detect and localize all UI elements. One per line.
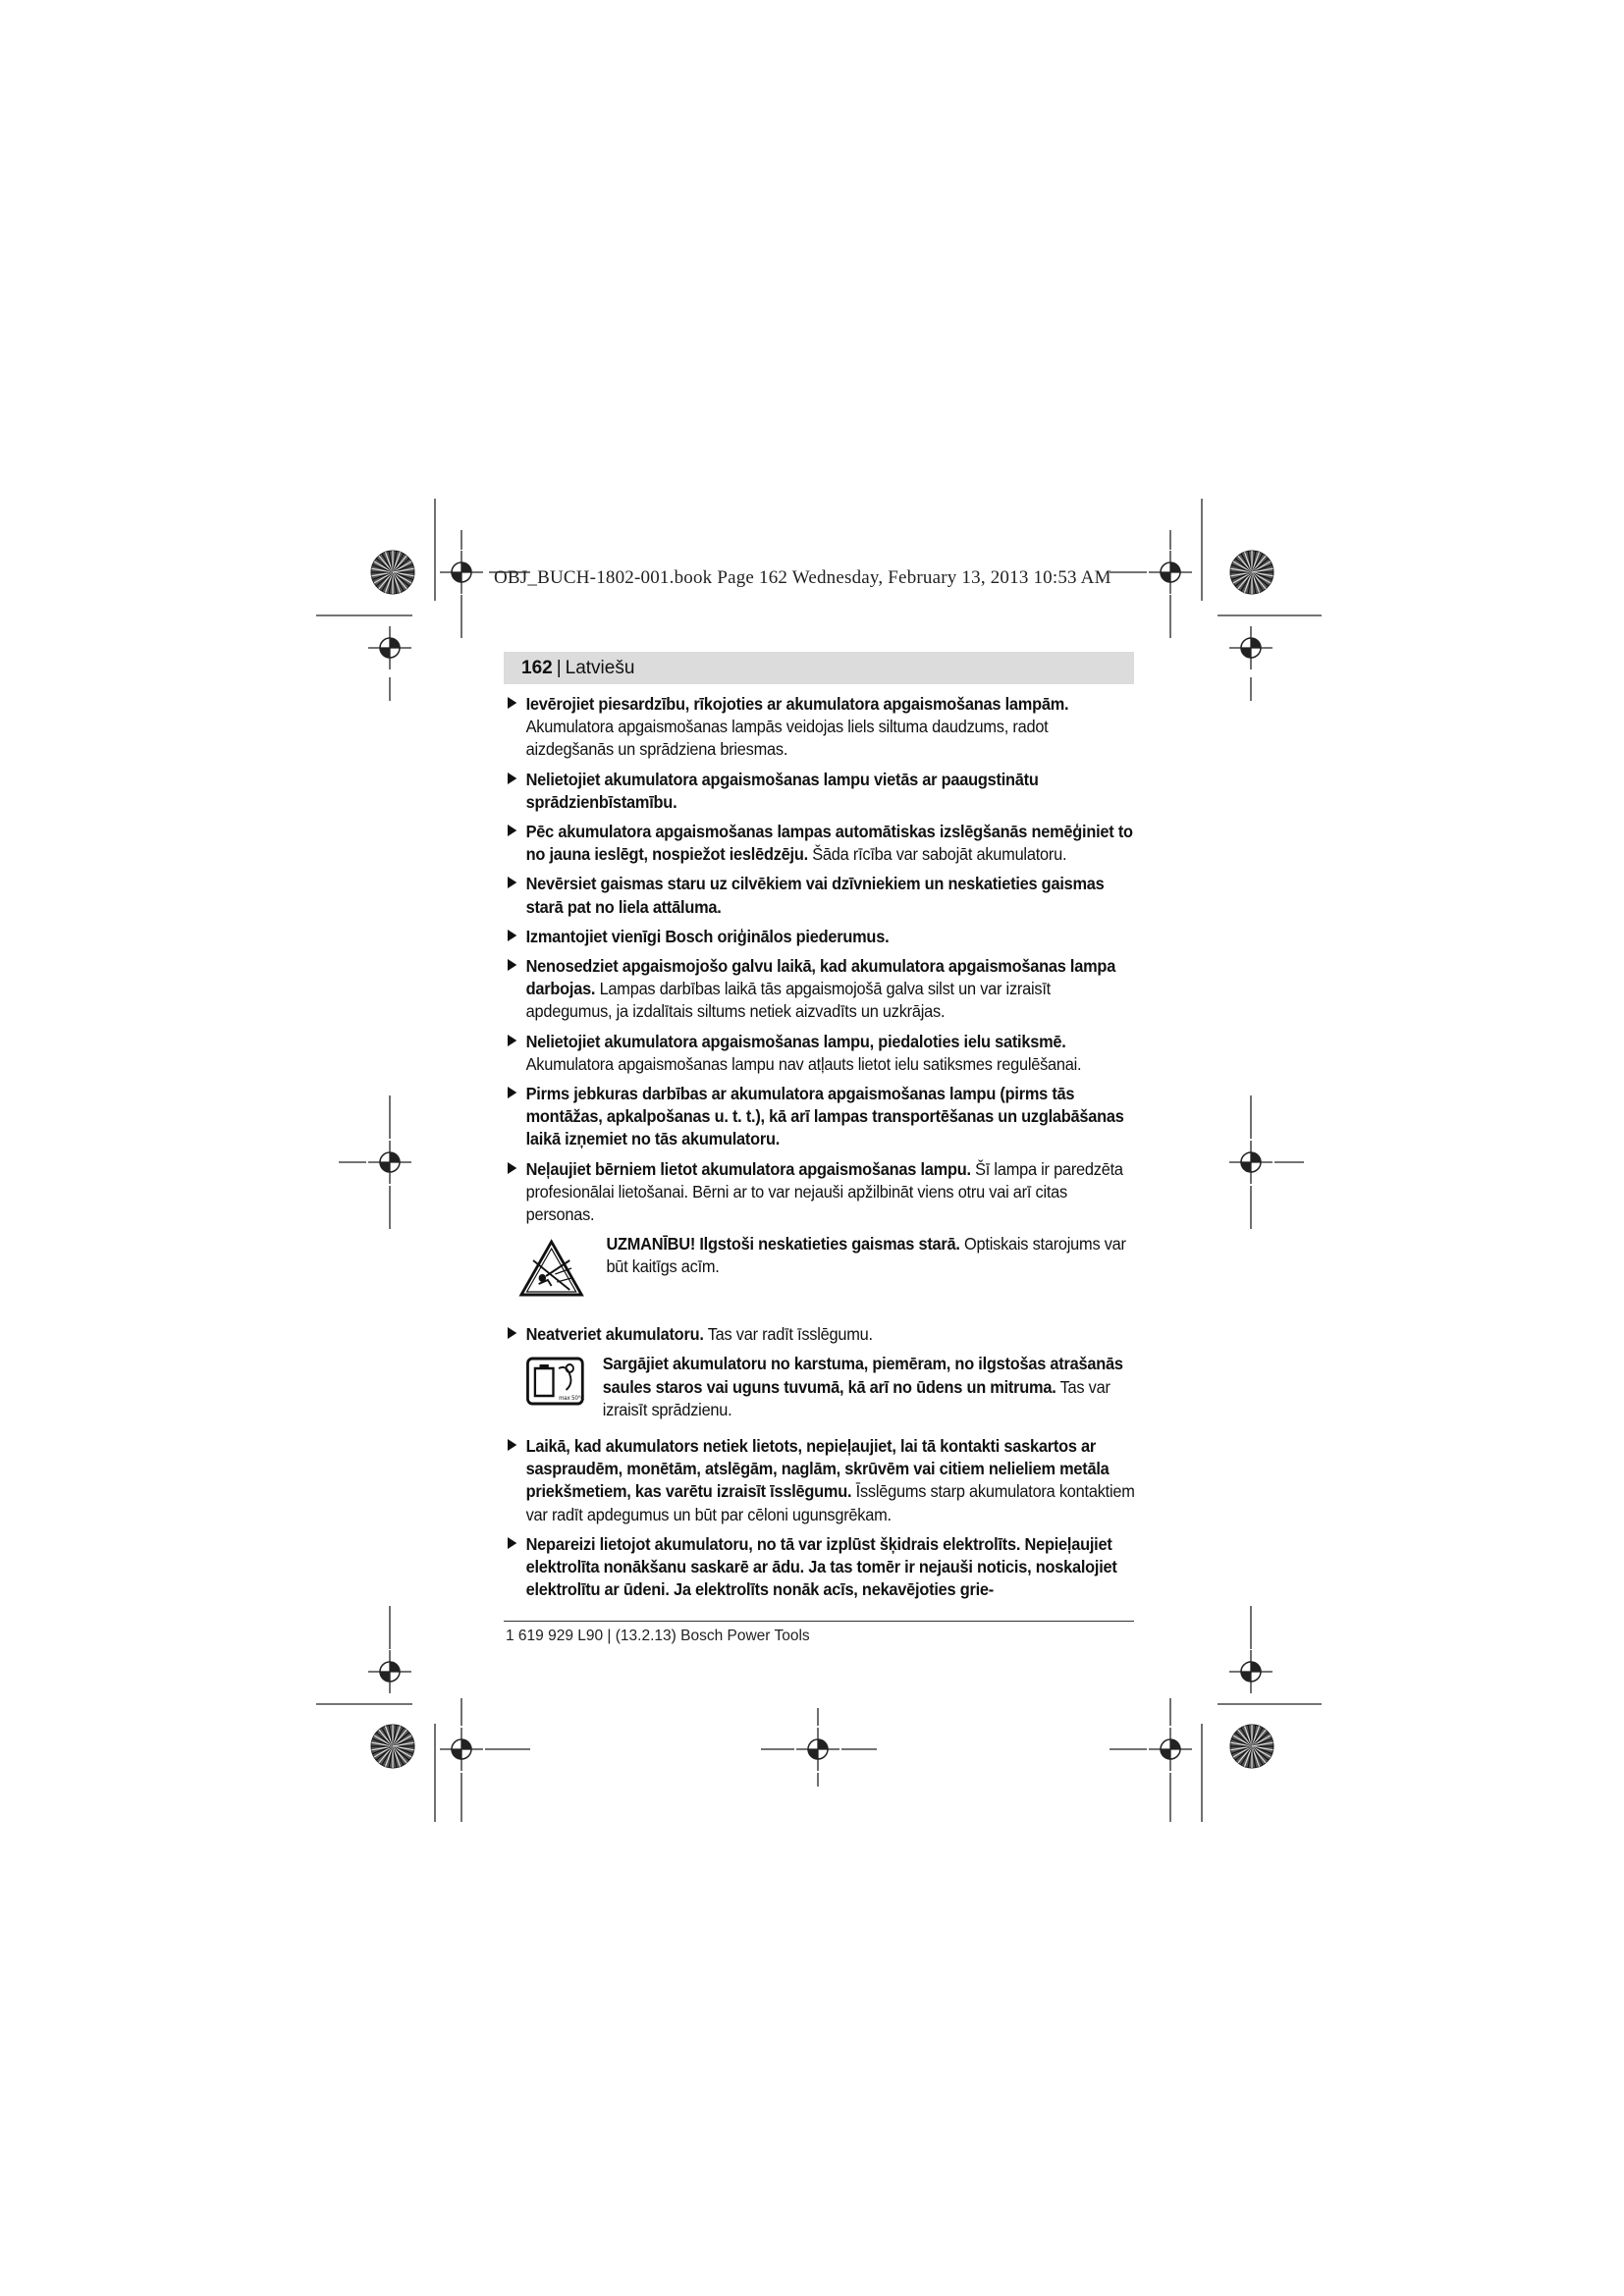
list-item: Pēc akumulatora apgaismošanas lampas automātiskas izslēgšanās nemēģiniet to no jauna ieslēgt, nospiežot ieslēdzēju. Šāda rīcība var sabojāt akumulatoru. [508,821,1138,866]
registration-target-fill [461,562,471,572]
registration-target-fill [461,1739,471,1749]
bullet-triangle-icon [508,825,516,836]
list-item: Laikā, kad akumulators netiek lietots, nepieļaujiet, lai tā kontakti saskartos ar saspraudēm, monētām, atslēgām, naglām, skrūvēm vai citiem nelieliem metāla priekšmetiem, kas varētu izraisīt īsslēgumu. Īsslēgums starp akumulatora kontaktiem var radīt apdegumus un būt par cēloni ugunsgrēkam. [508,1435,1138,1526]
registration-target-fill [1241,648,1251,658]
page-header [504,652,1134,684]
registration-target-fill [818,1739,828,1749]
registration-target-fill [452,1749,461,1759]
page-number: 162 [521,657,553,678]
list-item: Nenosedziet apgaismojošo galvu laikā, kad akumulatora apgaismošanas lampa darbojas. Lampas darbības laikā tās apgaismojošā galva silst un var izraisīt apdegumus, ja izdalītais siltums netiek aizvadīts un uzkrājas. [508,955,1138,1024]
registration-target-fill [1241,1672,1251,1682]
bullet-triangle-icon [508,959,516,971]
list-item: Izmantojiet vienīgi Bosch oriģinālos piederumus. [508,926,1138,948]
header-separator: | [556,657,562,678]
list-item: Nelietojiet akumulatora apgaismošanas lampu vietās ar paaugstinātu sprādzienbīstamību. [508,769,1138,814]
registration-target-fill [380,1162,390,1172]
battery-icon-label: max 50°C [559,1396,584,1403]
registration-target-fill [1170,1739,1180,1749]
registration-target-fill [390,638,400,648]
safety-instructions [508,693,1138,1609]
bullet-triangle-icon [508,697,516,709]
bullet-triangle-icon [508,877,516,888]
list-item: Ievērojiet piesardzību, rīkojoties ar akumulatora apgaismošanas lampām. Akumulatora apgaismošanas lampās veidojas liels siltuma daudzums, radot aizdegšanās un sprādziena briesmas. [508,693,1138,762]
bullet-triangle-icon [508,1035,516,1046]
footer-rule [504,1621,1134,1622]
book-info-line: OBJ_BUCH-1802-001.book Page 162 Wednesday, February 13, 2013 10:53 AM [494,567,1111,588]
bullet-triangle-icon [508,1327,516,1339]
list-item: Pirms jebkuras darbības ar akumulatora apgaismošanas lampu (pirms tās montāžas, apkalpošanas u. t. t.), kā arī lampas transportēšanas un uzglabāšanas laikā izņemiet no tās akumulatoru. [508,1083,1138,1151]
list-item: Nevērsiet gaismas staru uz cilvēkiem vai dzīvniekiem un neskatieties gaismas starā pat no liela attāluma. [508,873,1138,918]
list-item: Nelietojiet akumulatora apgaismošanas lampu, piedaloties ielu satiksmē. Akumulatora apgaismošanas lampu nav atļauts lietot ielu satiksmes regulēšanai. [508,1031,1138,1076]
registration-target-fill [380,1672,390,1682]
bullet-triangle-icon [508,930,516,941]
eye-warning-block: UZMANĪBU! Ilgstoši neskatieties gaismas starā. Optiskais starojums var būt kaitīgs acīm. [508,1233,1138,1309]
header-language: Latviešu [565,657,635,678]
bullet-triangle-icon [508,773,516,784]
registration-target-fill [390,1662,400,1672]
registration-target-fill [380,648,390,658]
registration-target-fill [1241,1162,1251,1172]
list-item: Neļaujiet bērniem lietot akumulatora apgaismošanas lampu. Šī lampa ir paredzēta profesionālai lietošanai. Bērni ar to var nejauši apžilbināt viens otru vai arī citas personas. [508,1158,1138,1227]
registration-target-fill [452,572,461,582]
bullet-triangle-icon [508,1439,516,1451]
registration-target-fill [1251,1152,1261,1162]
bullet-triangle-icon [508,1537,516,1549]
bullet-triangle-icon [508,1087,516,1098]
registration-target-fill [1170,562,1180,572]
registration-target-fill [390,1152,400,1162]
list-item: Neatveriet akumulatoru. Tas var radīt īsslēgumu. [508,1323,1138,1346]
page-footer: 1 619 929 L90 | (13.2.13) Bosch Power Tools [506,1628,810,1644]
bullet-triangle-icon [508,1162,516,1174]
registration-target-fill [1161,572,1170,582]
battery-heat-warning-block: max 50°C Sargājiet akumulatoru no karstuma, piemēram, no ilgstošas atrašanās saules staros vai uguns tuvumā, kā arī no ūdens un mitruma. Tas var izraisīt sprādzienu. [526,1353,1138,1421]
registration-target-fill [808,1749,818,1759]
registration-target-fill [1251,1662,1261,1672]
eye-warning-icon [518,1239,584,1298]
list-item: Nepareizi lietojot akumulatoru, no tā var izplūst šķidrais elektrolīts. Nepieļaujiet elektrolīta nonākšanu saskarē ar ādu. Ja tas tomēr ir nejauši noticis, noskalojiet elektrolītu ar ūdeni. Ja elektrolīts nonāk acīs, nekavējoties grie- [508,1533,1138,1602]
registration-target-fill [1251,638,1261,648]
battery-heat-warning-icon [526,1357,585,1406]
registration-target-fill [1161,1749,1170,1759]
